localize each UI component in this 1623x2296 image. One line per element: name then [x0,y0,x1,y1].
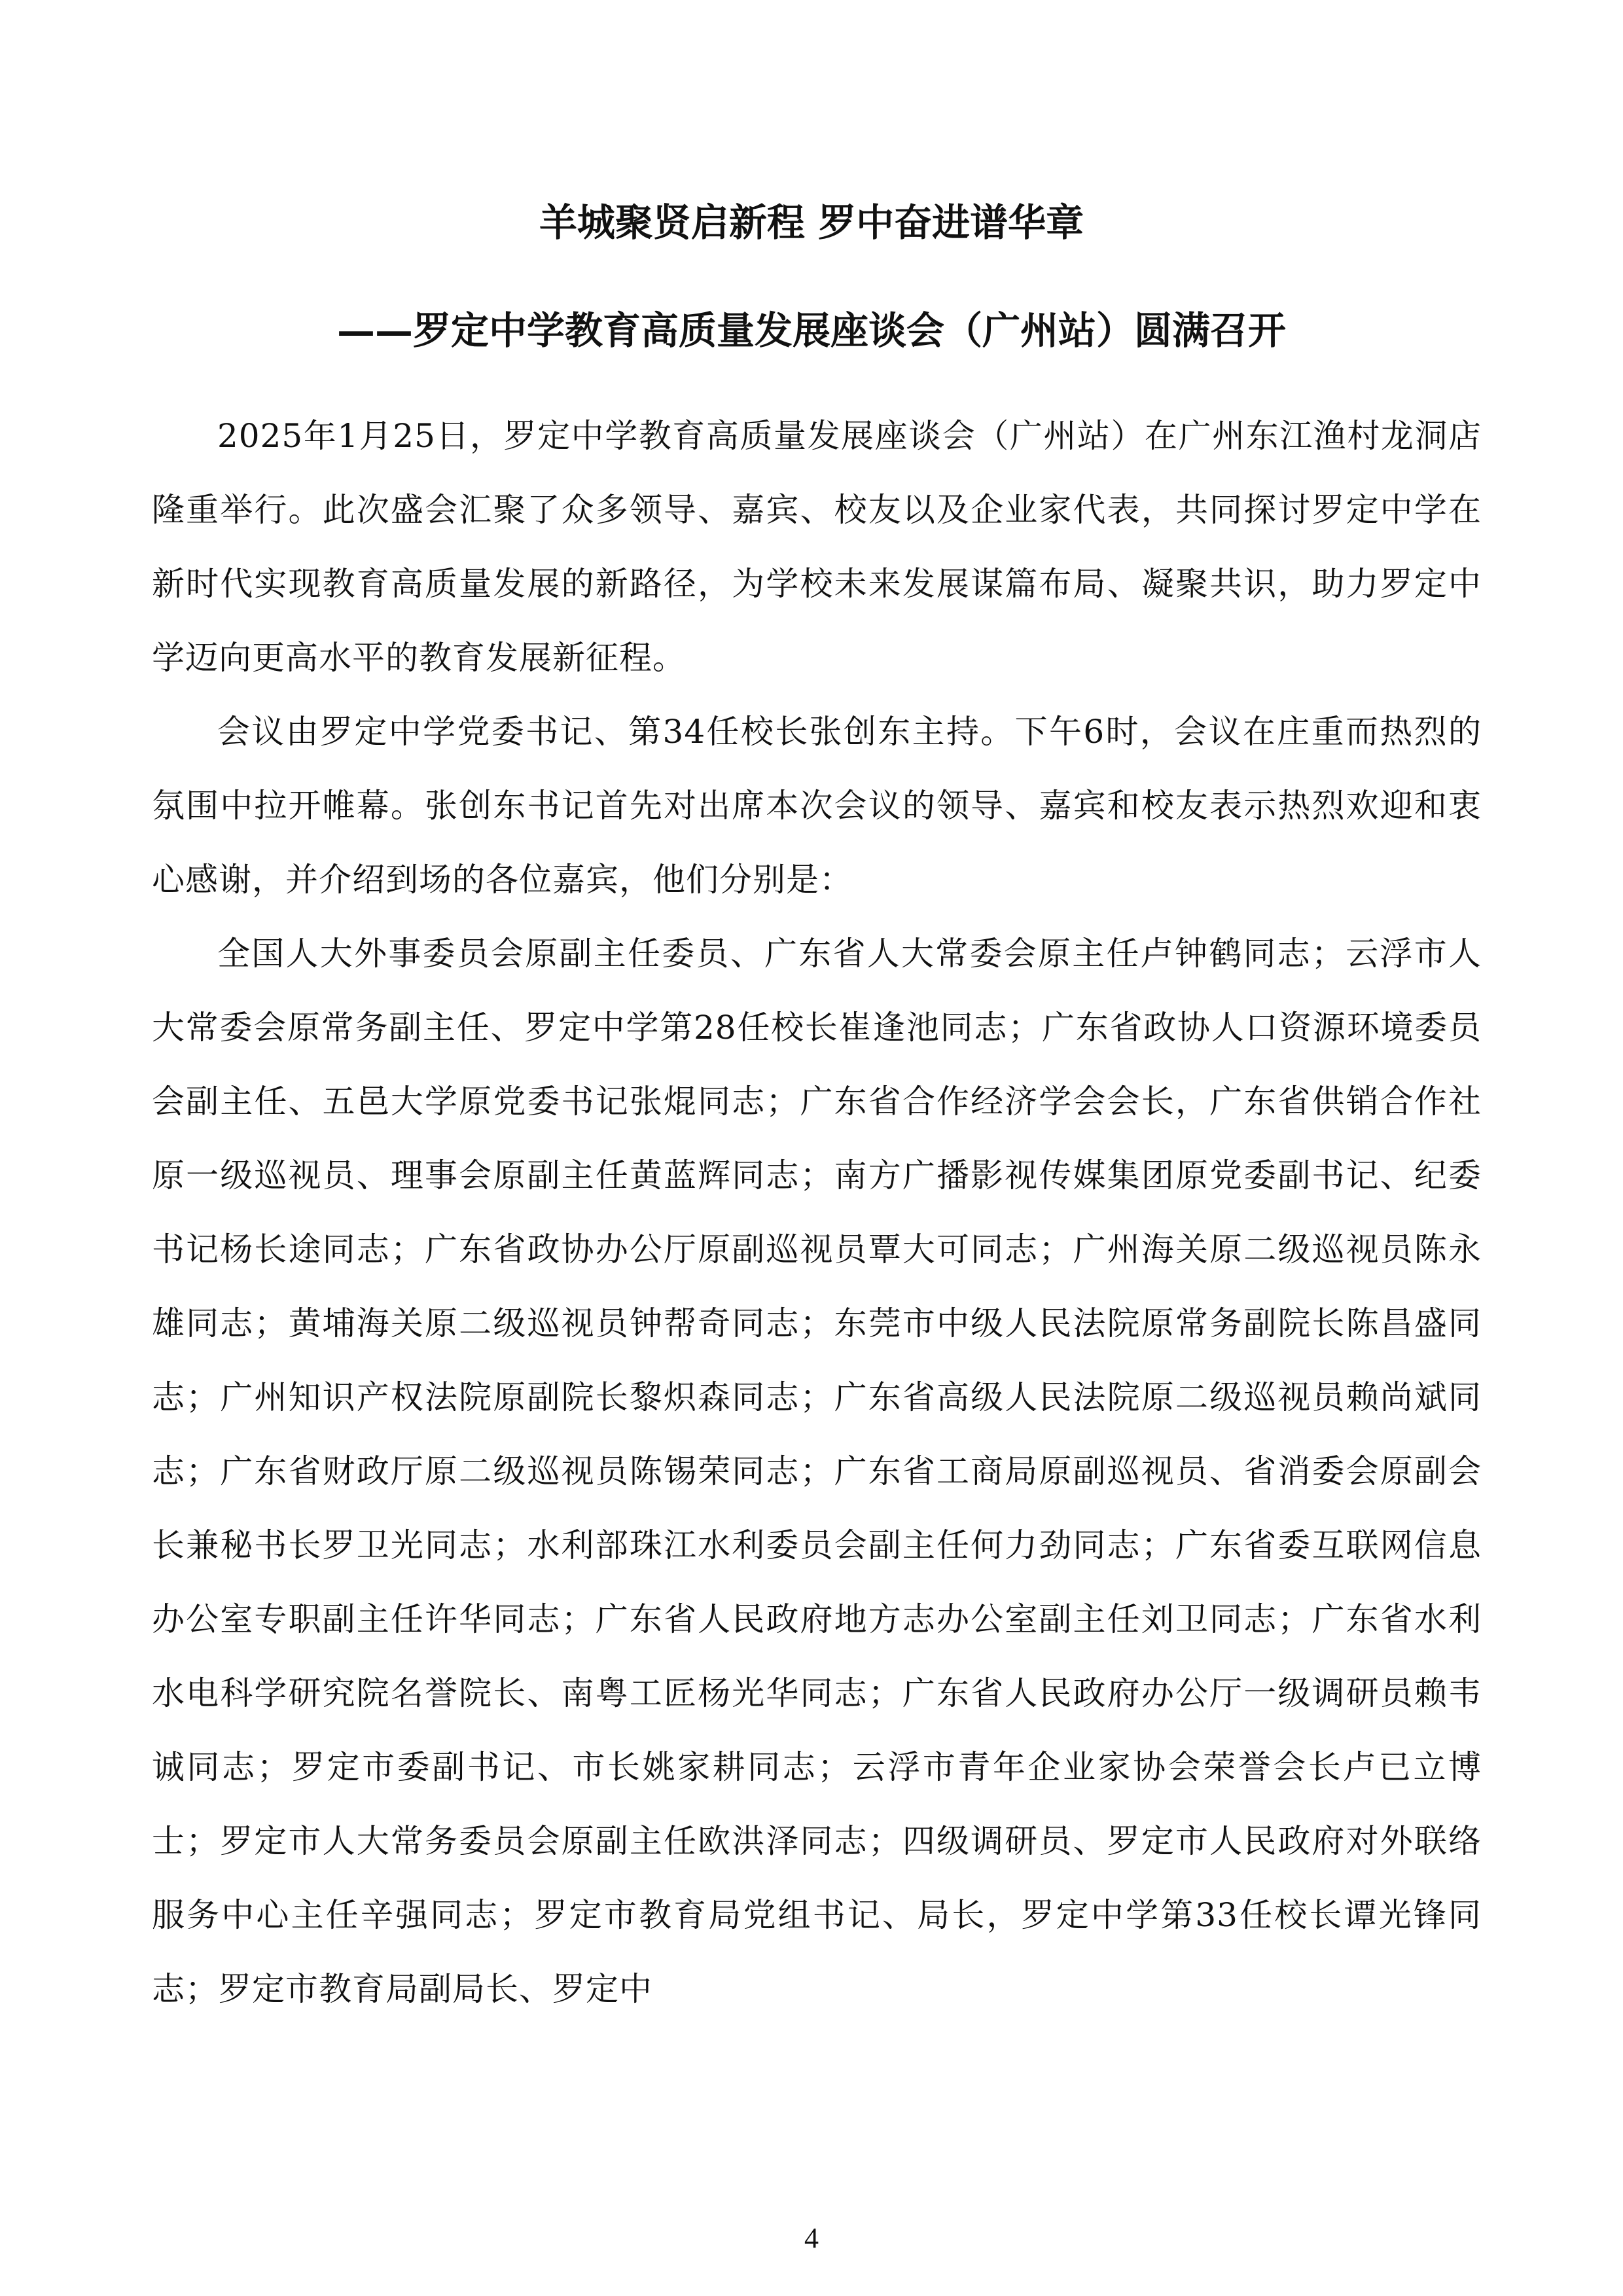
body-paragraph: 2025年1月25日，罗定中学教育高质量发展座谈会（广州站）在广州东江渔村龙洞店隆重举行。此次盛会汇聚了众多领导、嘉宾、校友以及企业家代表，共同探讨罗定中学在新时代实现教育高质量发展的新路径，为学校未来发展谋篇布局、凝聚共识，助力罗定中学迈向更高水平的教育发展新征程。 [152,417,1482,677]
body-paragraph: 会议由罗定中学党委书记、第34任校长张创东主持。下午6时，会议在庄重而热烈的氛围中拉开帷幕。张创东书记首先对出席本次会议的领导、嘉宾和校友表示热烈欢迎和衷心感谢，并介绍到场的各位嘉宾，他们分别是： [152,713,1482,899]
document-body [152,399,1482,2026]
document-subtitle: ——罗定中学教育高质量发展座谈会（广州站）圆满召开 [336,308,1286,353]
body-paragraph: 全国人大外事委员会原副主任委员、广东省人大常委会原主任卢钟鹤同志；云浮市人大常委会原常务副主任、罗定中学第28任校长崔逢池同志；广东省政协人口资源环境委员会副主任、五邑大学原党委书记张焜同志；广东省合作经济学会会长，广东省供销合作社原一级巡视员、理事会原副主任黄蓝辉同志；南方广播影视传媒集团原党委副书记、纪委书记杨长途同志；广东省政协办公厅原副巡视员覃大可同志；广州海关原二级巡视员陈永雄同志；黄埔海关原二级巡视员钟帮奇同志；东莞市中级人民法院原常务副院长陈昌盛同志；广州知识产权法院原副院长黎炽森同志；广东省高级人民法院原二级巡视员赖尚斌同志；广东省财政厅原二级巡视员陈锡荣同志；广东省工商局原副巡视员、省消委会原副会长兼秘书长罗卫光同志；水利部珠江水利委员会副主任何力劲同志；广东省委互联网信息办公室专职副主任许华同志；广东省人民政府地方志办公室副主任刘卫同志；广东省水利水电科学研究院名誉院长、南粤工匠杨光华同志；广东省人民政府办公厅一级调研员赖韦诚同志；罗定市委副书记、市长姚家耕同志；云浮市青年企业家协会荣誉会长卢已立博士；罗定市人大常务委员会原副主任欧洪泽同志；四级调研员、罗定市人民政府对外联络服务中心主任辛强同志；罗定市教育局党组书记、局长，罗定中学第33任校长谭光锋同志；罗定市教育局副局长、罗定中 [152,935,1482,2008]
page-number: 4 [804,2222,819,2254]
document-title: 羊城聚贤启新程 罗中奋进谱华章 [539,200,1084,245]
